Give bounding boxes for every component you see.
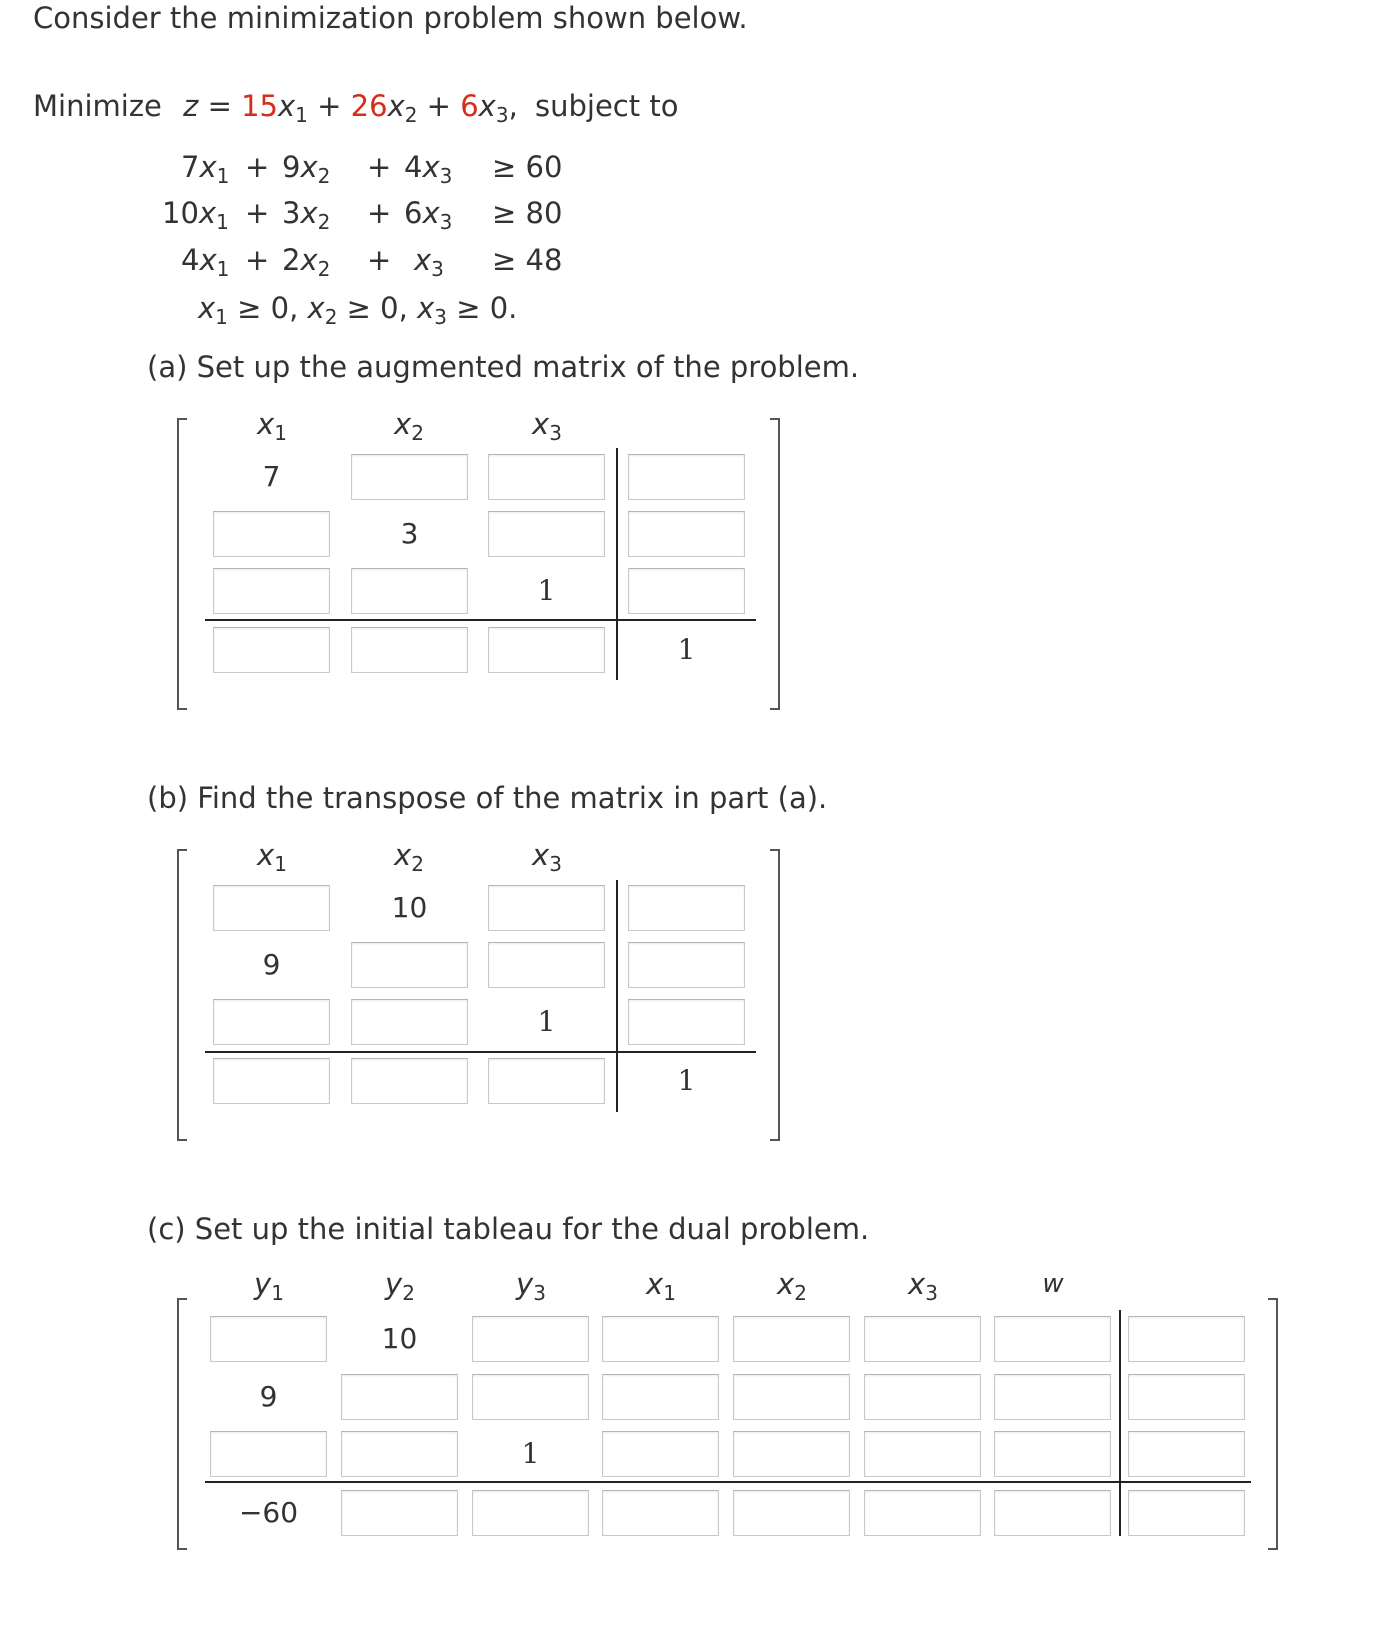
part-c-input-r3c8[interactable] xyxy=(1128,1431,1245,1477)
part-b-header-x1: $x_1$ xyxy=(257,838,287,876)
constraint-1-rhs: ≥ 60 xyxy=(492,150,563,184)
constraint-3-rhs: ≥ 48 xyxy=(492,243,563,277)
part-b-input-r4c1[interactable] xyxy=(213,1058,330,1104)
part-c-input-r4c8[interactable] xyxy=(1128,1490,1245,1536)
part-c-input-r2c4[interactable] xyxy=(602,1374,719,1420)
part-a-right-bracket xyxy=(770,418,780,710)
part-a-left-bracket xyxy=(177,418,187,710)
part-b-input-r3c1[interactable] xyxy=(213,999,330,1045)
part-b-header-x2: $x_2$ xyxy=(394,838,424,876)
part-a-given-r2c2: 3 xyxy=(400,517,419,550)
part-c-question: (c) Set up the initial tableau for the dual problem. xyxy=(147,1212,870,1246)
coef-x2: 26 xyxy=(350,89,388,123)
part-b-input-r3c2[interactable] xyxy=(351,999,468,1045)
part-a-input-r2c3[interactable] xyxy=(488,511,605,557)
part-c-header-w: w xyxy=(1042,1269,1064,1299)
constraint-3-x2: $2x_2$ xyxy=(282,243,331,281)
equals-sign: = xyxy=(207,89,232,123)
part-c-input-r4c4[interactable] xyxy=(602,1490,719,1536)
part-c-input-r4c6[interactable] xyxy=(864,1490,981,1536)
part-c-input-r1c3[interactable] xyxy=(472,1316,589,1362)
part-c-left-bracket xyxy=(177,1298,187,1550)
part-b-horizontal-divider xyxy=(205,1051,756,1053)
z-variable: z xyxy=(183,89,199,123)
part-b-input-r1c1[interactable] xyxy=(213,885,330,931)
part-a-question: (a) Set up the augmented matrix of the problem. xyxy=(147,350,860,384)
part-c-header-x1: $x_1$ xyxy=(646,1267,676,1305)
part-c-input-r3c2[interactable] xyxy=(341,1431,458,1477)
part-b-question: (b) Find the transpose of the matrix in part (a). xyxy=(147,781,828,815)
part-a-input-r4c1[interactable] xyxy=(213,627,330,673)
part-a-header-x3: $x_3$ xyxy=(532,407,562,445)
part-b-input-r4c2[interactable] xyxy=(351,1058,468,1104)
part-b-vertical-divider xyxy=(616,880,618,1112)
constraint-3-x3: $x_3$ xyxy=(414,243,444,281)
part-a-input-r3c1[interactable] xyxy=(213,568,330,614)
part-c-input-r2c2[interactable] xyxy=(341,1374,458,1420)
part-c-header-y3: $y_3$ xyxy=(516,1267,546,1305)
part-a-given-r3c3: 1 xyxy=(537,574,556,607)
part-a-input-r3c2[interactable] xyxy=(351,568,468,614)
constraint-1-x3: $4x_3$ xyxy=(404,150,453,188)
subject-to-label: subject to xyxy=(535,89,679,123)
part-c-input-r4c7[interactable] xyxy=(994,1490,1111,1536)
part-b-given-r3c3: 1 xyxy=(537,1005,556,1038)
part-a-vertical-divider xyxy=(616,448,618,680)
part-b-input-r2c3[interactable] xyxy=(488,942,605,988)
part-b-input-r1c3[interactable] xyxy=(488,885,605,931)
constraint-1-x1: $7x_1$ xyxy=(181,150,230,188)
part-c-input-r2c6[interactable] xyxy=(864,1374,981,1420)
part-c-input-r4c3[interactable] xyxy=(472,1490,589,1536)
part-c-input-r1c8[interactable] xyxy=(1128,1316,1245,1362)
part-b-input-r2c2[interactable] xyxy=(351,942,468,988)
nonnegativity: $x_1 \ge 0$, $x_2 \ge 0$, $x_3 \ge 0$. xyxy=(198,291,518,329)
part-a-horizontal-divider xyxy=(205,619,756,621)
part-c-input-r1c4[interactable] xyxy=(602,1316,719,1362)
part-c-given-r3c3: 1 xyxy=(521,1437,540,1470)
part-b-given-r2c1: 9 xyxy=(262,948,281,981)
constraint-2-x2: $3x_2$ xyxy=(282,196,331,234)
coef-x1: 15 xyxy=(241,89,278,123)
objective-line: Minimize $z = 15x_1 + 26x_2 + 6x_3$, subject to xyxy=(33,89,679,127)
part-c-input-r1c7[interactable] xyxy=(994,1316,1111,1362)
part-b-right-bracket xyxy=(770,849,780,1141)
minimize-label: Minimize xyxy=(33,89,162,123)
part-c-header-x3: $x_3$ xyxy=(908,1267,938,1305)
part-a-input-r1c3[interactable] xyxy=(488,454,605,500)
constraint-1-x2: $9x_2$ xyxy=(282,150,331,188)
part-a-input-r3c4[interactable] xyxy=(628,568,745,614)
part-c-input-r2c3[interactable] xyxy=(472,1374,589,1420)
part-b-input-r4c3[interactable] xyxy=(488,1058,605,1104)
constraint-3-x1: $4x_1$ xyxy=(181,243,230,281)
part-c-input-r4c5[interactable] xyxy=(733,1490,850,1536)
part-c-input-r4c2[interactable] xyxy=(341,1490,458,1536)
part-c-header-y1: $y_1$ xyxy=(254,1267,284,1305)
part-c-right-bracket xyxy=(1268,1298,1278,1550)
part-c-input-r1c1[interactable] xyxy=(210,1316,327,1362)
part-c-input-r3c5[interactable] xyxy=(733,1431,850,1477)
part-b-header-x3: $x_3$ xyxy=(532,838,562,876)
part-c-header-x2: $x_2$ xyxy=(777,1267,807,1305)
constraint-2-rhs: ≥ 80 xyxy=(492,196,563,230)
part-b-input-r2c4[interactable] xyxy=(628,942,745,988)
part-c-input-r2c5[interactable] xyxy=(733,1374,850,1420)
part-a-input-r1c2[interactable] xyxy=(351,454,468,500)
part-a-header-x1: $x_1$ xyxy=(257,407,287,445)
part-c-input-r1c5[interactable] xyxy=(733,1316,850,1362)
part-c-input-r3c6[interactable] xyxy=(864,1431,981,1477)
part-c-input-r3c4[interactable] xyxy=(602,1431,719,1477)
coef-x3: 6 xyxy=(460,89,479,123)
part-b-given-r1c2: 10 xyxy=(391,891,428,924)
part-a-input-r4c3[interactable] xyxy=(488,627,605,673)
constraint-2-x3: $6x_3$ xyxy=(404,196,453,234)
part-c-given-r2c1: 9 xyxy=(259,1380,278,1413)
part-a-header-x2: $x_2$ xyxy=(394,407,424,445)
part-b-input-r3c4[interactable] xyxy=(628,999,745,1045)
part-a-given-r1c1: 7 xyxy=(262,460,281,493)
part-c-vertical-divider xyxy=(1119,1310,1121,1536)
part-a-input-r2c1[interactable] xyxy=(213,511,330,557)
part-b-given-r4c4: 1 xyxy=(677,1064,696,1097)
part-c-horizontal-divider xyxy=(205,1481,1251,1483)
part-b-left-bracket xyxy=(177,849,187,1141)
part-b-input-r1c4[interactable] xyxy=(628,885,745,931)
part-a-input-r4c2[interactable] xyxy=(351,627,468,673)
part-a-input-r1c4[interactable] xyxy=(628,454,745,500)
intro-text: Consider the minimization problem shown below. xyxy=(33,1,748,35)
part-c-header-y2: $y_2$ xyxy=(385,1267,415,1305)
part-c-input-r2c7[interactable] xyxy=(994,1374,1111,1420)
part-c-input-r3c1[interactable] xyxy=(210,1431,327,1477)
constraint-2-x1: $10x_1$ xyxy=(162,196,229,234)
part-a-input-r2c4[interactable] xyxy=(628,511,745,557)
part-c-input-r1c6[interactable] xyxy=(864,1316,981,1362)
part-c-input-r2c8[interactable] xyxy=(1128,1374,1245,1420)
part-c-given-r1c2: 10 xyxy=(381,1322,418,1355)
part-a-given-r4c4: 1 xyxy=(677,633,696,666)
part-c-given-r4c1: −60 xyxy=(238,1496,299,1529)
part-c-input-r3c7[interactable] xyxy=(994,1431,1111,1477)
